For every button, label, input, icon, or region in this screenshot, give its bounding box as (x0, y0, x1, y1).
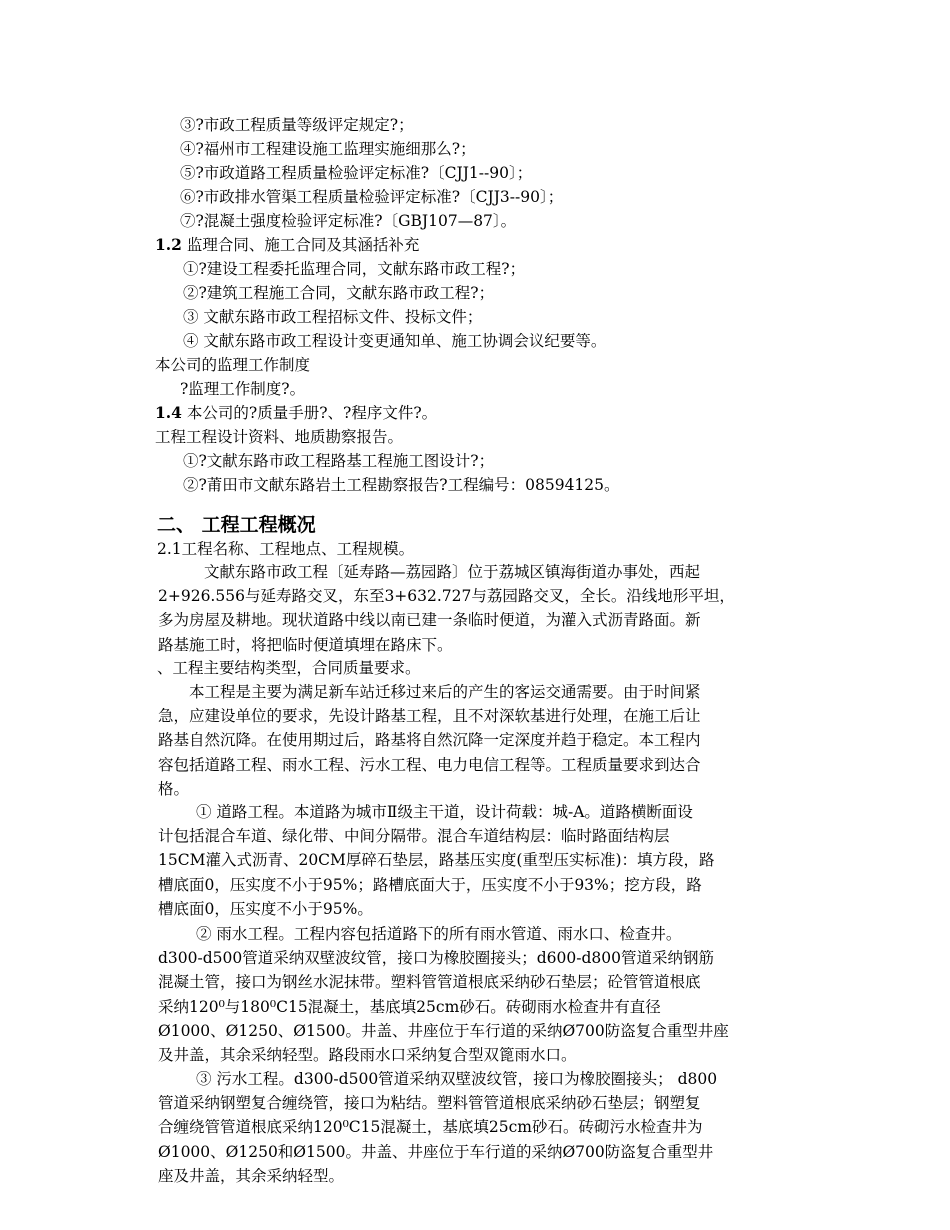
road-works-paragraph (158, 800, 813, 921)
section-number: 1.4 (155, 403, 182, 422)
reference-item-3: ③?市政工程质量等级评定规定?； (180, 116, 414, 134)
paragraph-line: 管道采纳钢塑复合缠绕管，接口为粘结。塑料管管道根底采纳砂石垫层；钢塑复 (158, 1094, 701, 1113)
paragraph-line: ② 雨水工程。工程内容包括道路下的所有雨水管道、雨水口、检查井。 (196, 925, 682, 943)
paragraph-line: 容包括道路工程、雨水工程、污水工程、电力电信工程等。工程质量要求到达合 (158, 755, 701, 774)
section-title: 监理合同、施工合同及其涵括补充 (186, 236, 420, 254)
reference-item-5: ⑤?市政道路工程质量检验评定标准?〔CJJ1--90〕； (180, 164, 533, 182)
section-1-2-heading (155, 234, 419, 256)
paragraph-line: ① 道路工程。本道路为城市Ⅱ级主干道，设计荷载：城-A。道路横断面设 (196, 803, 693, 821)
paragraph-line: 及井盖，其余采纳轻型。路段雨水口采纳复合型双篦雨水口。 (158, 1046, 577, 1065)
paragraph-line: 采纳120⁰与180⁰C15混凝土，基底填25cm砂石。砖砌雨水检查井有直径 (158, 997, 661, 1016)
contract-item-1: ①?建设工程委托监理合同，文献东路市政工程?； (183, 260, 526, 278)
supervision-system-item: ?监理工作制度?。 (180, 380, 306, 398)
section-number: 1.2 (155, 235, 182, 254)
paragraph-line: 混凝土管，接口为钢丝水泥抹带。塑料管管道根底采纳砂石垫层；砼管管道根底 (158, 973, 701, 992)
project-overview-paragraph (158, 560, 813, 657)
rainwater-works-paragraph (158, 922, 813, 1067)
paragraph-line: ③ 污水工程。d300-d500管道采纳双壁波纹管，接口为橡胶圈接头； d800 (196, 1070, 718, 1088)
paragraph-line: 格。 (158, 779, 190, 798)
reference-item-7: ⑦?混凝土强度检验评定标准?〔GBJ107—87〕。 (180, 212, 517, 230)
sewage-works-paragraph (158, 1067, 813, 1188)
paragraph-line: 合缠绕管管道根底采纳120⁰C15混凝土，基底填25cm砂石。砖砌污水检查井为 (158, 1118, 703, 1137)
paragraph-line: 计包括混合车道、绿化带、中间分隔带。混合车道结构层：临时路面结构层 (158, 827, 670, 846)
paragraph-line: Ø1000、Ø1250、Ø1500。井盖、井座位于车行道的采纳Ø700防盗复合重型井座 (158, 1021, 729, 1040)
section-1-5-heading: 工程工程设计资料、地质勘察报告。 (155, 428, 404, 446)
paragraph-line: 15CM灌入式沥青、20CM厚碎石垫层，路基压实度(重型压实标准)：填方段，路 (158, 851, 715, 870)
section-2-1-heading: 2.1工程名称、工程地点、工程规模。 (157, 540, 415, 558)
paragraph-line: 本工程是主要为满足新车站迁移过来后的产生的客运交通需要。由于时间紧 (189, 683, 701, 701)
section-2-2-heading: 、工程主要结构类型，合同质量要求。 (157, 659, 421, 677)
paragraph-line: 多为房屋及耕地。现状道路中线以南已建一条临时便道，为灌入式沥青路面。新 (158, 611, 701, 630)
contract-item-2: ②?建筑工程施工合同，文献东路市政工程?； (183, 284, 495, 302)
paragraph-line: 路基施工时，将把临时便道填埋在路床下。 (158, 635, 453, 654)
reference-item-4: ④?福州市工程建设施工监理实施细那么?； (180, 140, 476, 158)
chapter-2-heading: 二、 工程工程概况 (157, 514, 316, 536)
paragraph-line: 槽底面0，压实度不小于95%；路槽底面大于，压实度不小于93%；挖方段，路 (158, 875, 702, 894)
paragraph-line: 槽底面0，压实度不小于95%。 (158, 899, 373, 918)
paragraph-line: Ø1000、Ø1250和Ø1500。井盖、井座位于车行道的采纳Ø700防盗复合重型井 (158, 1142, 714, 1161)
design-item-1: ①?文献东路市政工程路基工程施工图设计?； (183, 452, 495, 470)
paragraph-line: 文献东路市政工程〔延寿路—荔园路〕位于荔城区镇海街道办事处，西起 (204, 563, 701, 581)
paragraph-line: 2+926.556与延寿路交叉，东至3+632.727与荔园路交叉，全长。沿线地形平坦， (158, 587, 735, 606)
contract-item-4: ④ 文献东路市政工程设计变更通知单、施工协调会议纪要等。 (183, 332, 607, 350)
structure-requirement-paragraph (158, 680, 813, 801)
paragraph-line: 急，应建设单位的要求，先设计路基工程，且不对深软基进行处理，在施工后让 (158, 707, 701, 726)
contract-item-3: ③ 文献东路市政工程招标文件、投标文件； (183, 308, 483, 326)
paragraph-line: 座及井盖，其余采纳轻型。 (158, 1166, 345, 1185)
reference-item-6: ⑥?市政排水管渠工程质量检验评定标准?〔CJJ3--90〕； (180, 188, 564, 206)
paragraph-line: d300-d500管道采纳双壁波纹管，接口为橡胶圈接头；d600-d800管道采纳钢筋 (158, 949, 715, 968)
section-title: 本公司的?质量手册?、?程序文件?。 (186, 404, 438, 422)
section-1-4-heading (155, 402, 437, 424)
paragraph-line: 路基自然沉降。在使用期过后，路基将自然沉降一定深度并趋于稳定。本工程内 (158, 731, 701, 750)
section-1-3-heading: 本公司的监理工作制度 (155, 356, 311, 374)
design-item-2: ②?莆田市文献东路岩土工程勘察报告?工程编号：08594125。 (183, 476, 620, 494)
